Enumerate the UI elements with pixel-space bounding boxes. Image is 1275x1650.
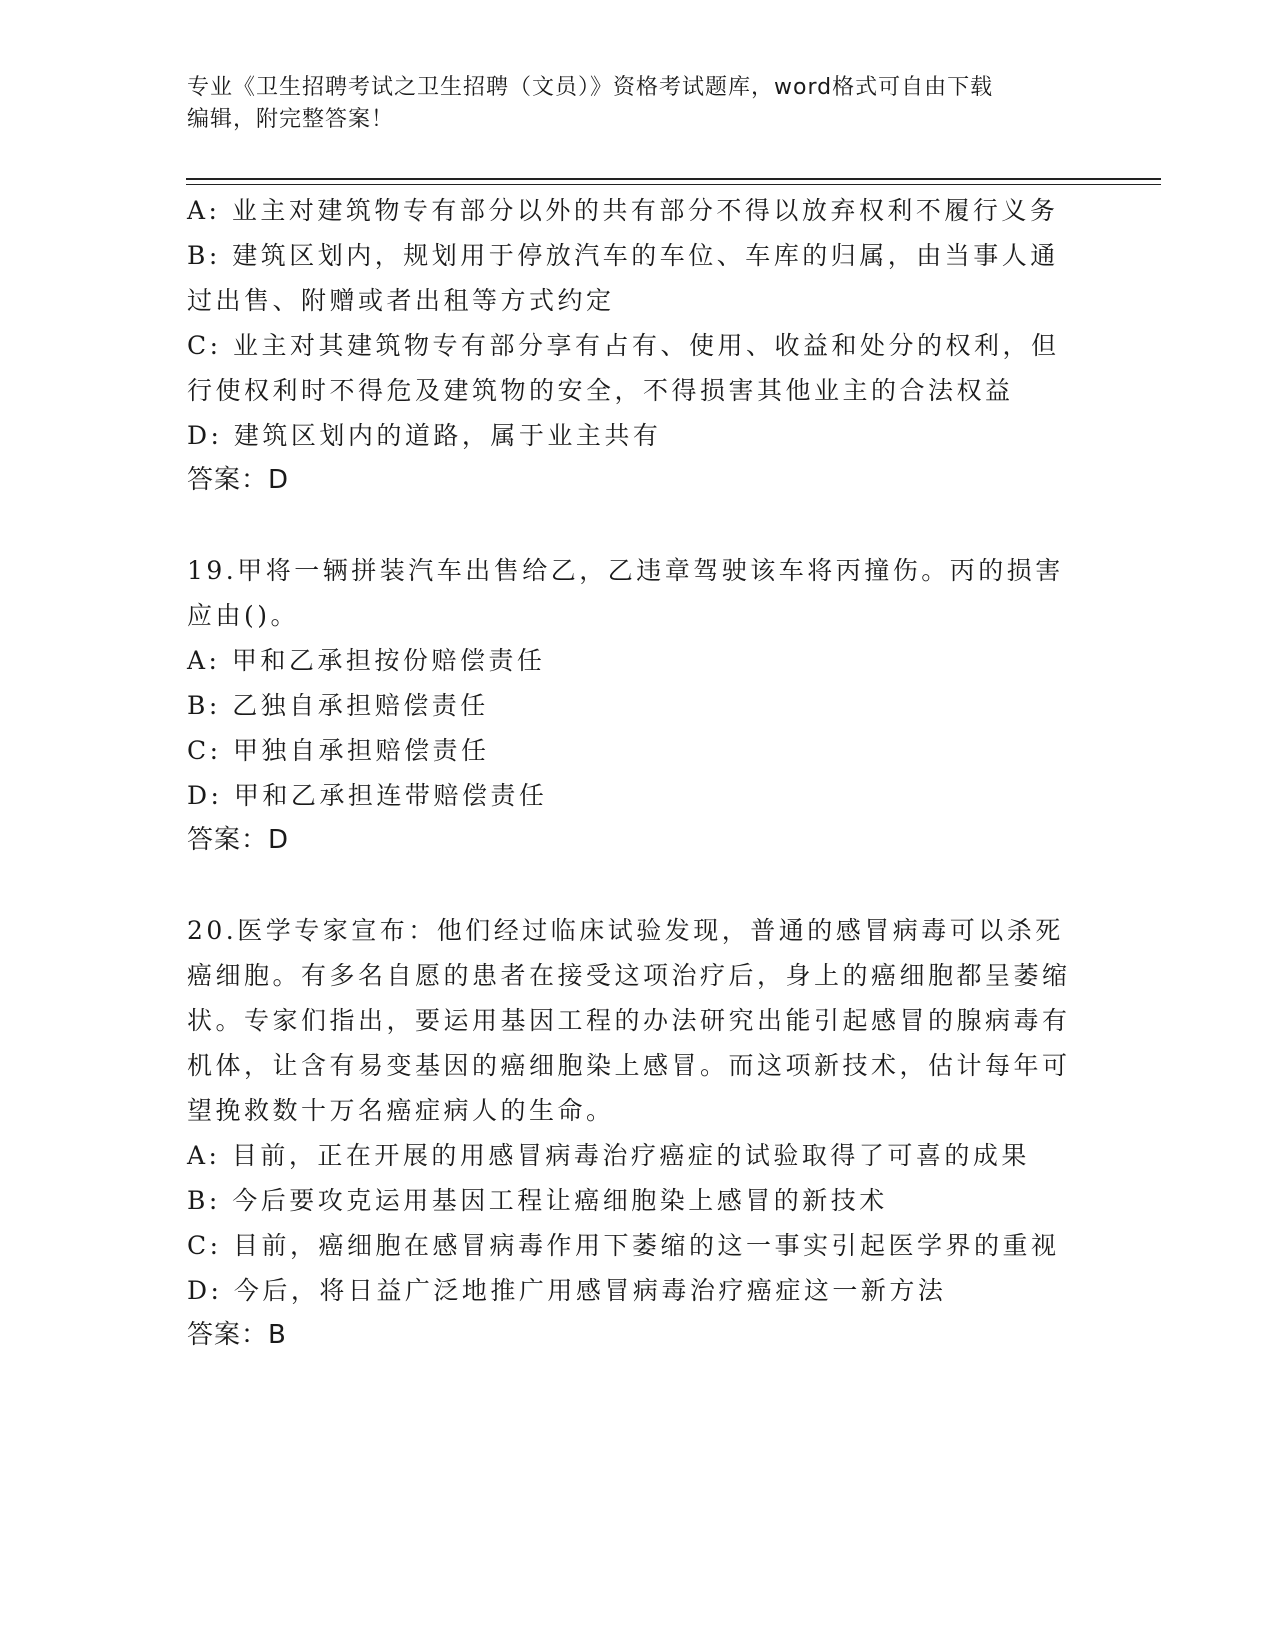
q18-option-b: B: 建筑区划内，规划用于停放汽车的车位、车库的归属，由当事人通过出售、附赠或者出租等方式约定 — [187, 241, 1059, 315]
q19-answer: 答案：D — [187, 825, 290, 855]
spacer — [187, 503, 1077, 548]
q20-option-d: D: 今后，将日益广泛地推广用感冒病毒治疗癌症这一新方法 — [187, 1276, 947, 1305]
q19-option-c: C: 甲独自承担赔偿责任 — [187, 736, 490, 765]
q19-option-b: B: 乙独自承担赔偿责任 — [187, 691, 489, 720]
q20-question: 20.医学专家宣布：他们经过临床试验发现，普通的感冒病毒可以杀死癌细胞。有多名自愿的患者在接受这项治疗后，身上的癌细胞都呈萎缩状。专家们指出，要运用基因工程的办法研究出能引起感冒的腺病毒有机体，让含有易变基因的癌细胞染上感冒。而这项新技术，估计每年可望挽救数十万名癌症病人的生命。 — [187, 916, 1071, 1125]
q20-option-c: C: 目前，癌细胞在感冒病毒作用下萎缩的这一事实引起医学界的重视 — [187, 1231, 1060, 1260]
q20-answer: 答案：B — [187, 1320, 287, 1350]
header-line-2: 编辑，附完整答案！ — [187, 107, 395, 132]
q18-answer: 答案：D — [187, 465, 290, 495]
question-18-block — [187, 188, 1077, 503]
q19-option-d: D: 甲和乙承担连带赔偿责任 — [187, 781, 548, 810]
spacer — [187, 863, 1077, 908]
question-19-block — [187, 548, 1077, 863]
header-line-1: 专业《卫生招聘考试之卫生招聘（文员）》资格考试题库，word格式可自由下载 — [187, 75, 994, 100]
document-body — [187, 188, 1077, 1358]
document-header — [187, 72, 1087, 136]
q18-option-d: D: 建筑区划内的道路，属于业主共有 — [187, 421, 662, 450]
header-divider-thin — [186, 184, 1161, 185]
question-20-block — [187, 908, 1077, 1358]
q18-option-c: C: 业主对其建筑物专有部分享有占有、使用、收益和处分的权利，但行使权利时不得危及建筑物的安全，不得损害其他业主的合法权益 — [187, 331, 1060, 405]
q20-option-b: B: 今后要攻克运用基因工程让癌细胞染上感冒的新技术 — [187, 1186, 888, 1215]
q18-option-a: A: 业主对建筑物专有部分以外的共有部分不得以放弃权利不履行义务 — [187, 196, 1059, 225]
q19-option-a: A: 甲和乙承担按份赔偿责任 — [187, 646, 546, 675]
q20-option-a: A: 目前，正在开展的用感冒病毒治疗癌症的试验取得了可喜的成果 — [187, 1141, 1030, 1170]
q19-question: 19.甲将一辆拼装汽车出售给乙，乙违章驾驶该车将丙撞伤。丙的损害应由()。 — [187, 556, 1064, 630]
header-divider-thick — [186, 178, 1161, 180]
